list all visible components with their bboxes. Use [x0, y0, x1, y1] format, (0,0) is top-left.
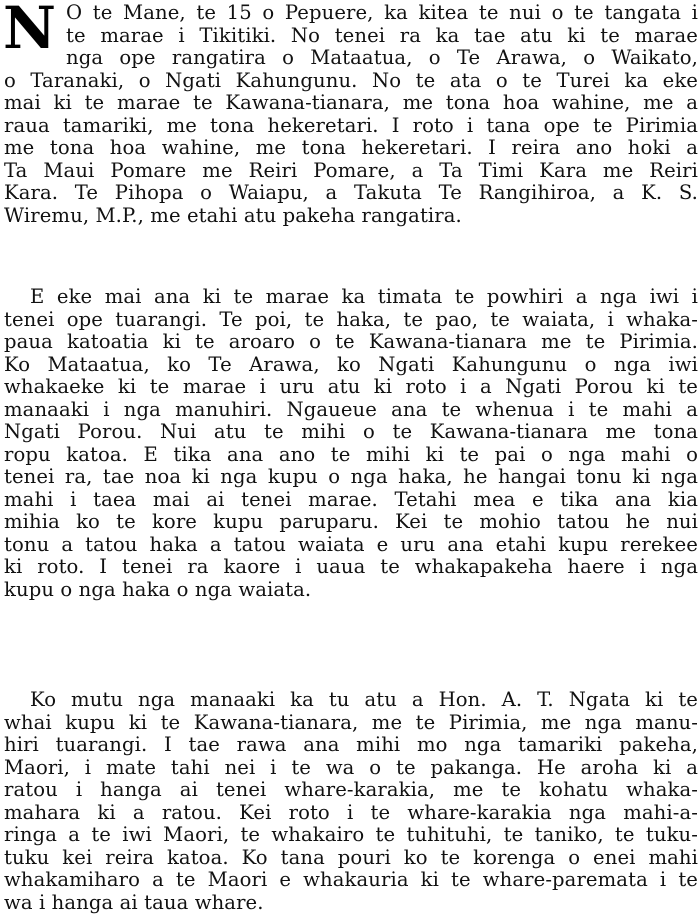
text-line: Maori, i mate tahi nei i te wa o te pakanga. He aroha ki a [4, 756, 698, 779]
text-line: O te Mane, te 15 o Pepuere, ka kitea te nui o te tangata i [66, 2, 698, 24]
text-line: paua katoatia ki te aroaro o te Kawana-tianara me te Pirimia. [4, 331, 698, 353]
text-line: te marae i Tikitiki. No tenei ra ka tae atu ki te marae [66, 24, 698, 47]
text-line: mahara ki a ratou. Kei roto i te whare-karakia nga mahi-a- [4, 801, 698, 824]
text-line: whakaeke ki te marae i uru atu ki roto i a Ngati Porou ki te [4, 376, 698, 398]
text-line: whakamiharo a te Maori e whakauria ki te whare-paremata i te [4, 869, 698, 891]
paragraph-1 [4, 2, 698, 227]
text-line: me tona hoa wahine, me tona hekeretari. I reira ano hoki a [4, 137, 698, 159]
text-line: mahi i taea mai ai tenei marae. Tetahi mea e tika ana kia [4, 488, 698, 511]
text-line: E eke mai ana ki te marae ka timata te powhiri a nga iwi i [30, 286, 698, 308]
text-line: Ngati Porou. Nui atu te mihi o te Kawana-tianara me tona [4, 421, 698, 443]
text-line: Kara. Te Pihopa o Waiapu, a Takuta Te Rangihiroa, a K. S. [4, 182, 698, 204]
text-line: ratou i hanga ai tenei whare-karakia, me te kohatu whaka- [4, 779, 698, 801]
text-line: Wiremu, M.P., me etahi atu pakeha rangatira. [4, 204, 462, 227]
text-line: kupu o nga haka o nga waiata. [4, 578, 312, 601]
text-line: Ko mutu nga manaaki ka tu atu a Hon. A. T. Ngata ki te [30, 689, 698, 711]
text-line: tonu a tatou haka a tatou waiata e uru ana etahi kupu rerekee [4, 533, 698, 556]
text-line: nga ope rangatira o Mataatua, o Te Arawa, o Waikato, [66, 47, 698, 69]
text-line: tenei ra, tae noa ki nga kupu o nga haka, he hangai tonu ki nga [4, 466, 698, 488]
text-line: mihia ko te kore kupu paruparu. Kei te mohio tatou he nui [4, 511, 698, 533]
text-line: ringa a te iwi Maori, te whakairo te tuhituhi, te taniko, te tuku- [4, 824, 698, 846]
text-line: manaaki i nga manuhiri. Ngaueue ana te whenua i te mahi a [4, 398, 698, 421]
text-line: Ta Maui Pomare me Reiri Pomare, a Ta Timi Kara me Reiri [4, 159, 698, 182]
text-line: wa i hanga ai taua whare. [4, 891, 264, 914]
text-line: tenei ope tuarangi. Te poi, te haka, te pao, te waiata, i whaka- [4, 308, 698, 331]
text-line: o Taranaki, o Ngati Kahungunu. No te ata o te Turei ka eke [4, 69, 698, 92]
drop-cap: N [3, 0, 57, 62]
text-line: ropu katoa. E tika ana ano te mihi ki te pai o nga mahi o [4, 443, 698, 466]
text-line: raua tamariki, me tona hekeretari. I roto i tana ope te Pirimia [4, 114, 698, 137]
text-line: Ko Mataatua, ko Te Arawa, ko Ngati Kahungunu o nga iwi [4, 353, 698, 376]
text-line: hiri tuarangi. I tae rawa ana mihi mo nga tamariki pakeha, [4, 734, 698, 756]
text-line: mai ki te marae te Kawana-tianara, me tona hoa wahine, me a [4, 92, 698, 114]
text-line: whai kupu ki te Kawana-tianara, me te Pirimia, me nga manu- [4, 711, 698, 734]
paragraph-2 [4, 286, 698, 601]
text-line: ki roto. I tenei ra kaore i uaua te whakapakeha haere i nga [4, 556, 698, 578]
text-line: tuku kei reira katoa. Ko tana pouri ko te korenga o enei mahi [4, 846, 698, 869]
paragraph-3 [4, 689, 698, 914]
